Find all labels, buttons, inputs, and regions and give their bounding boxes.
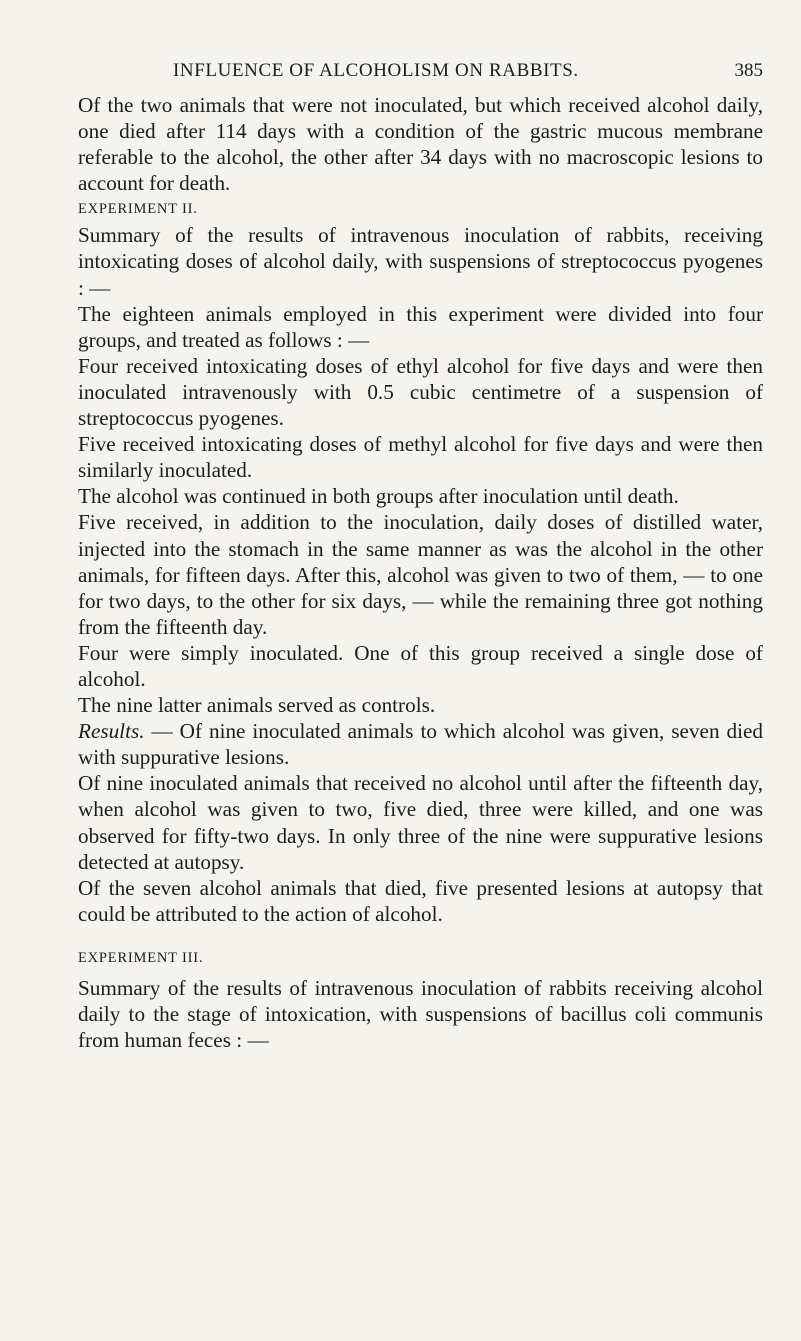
paragraph-animals-not-inoculated: Of the two animals that were not inoculated, but which received alcohol daily, one died after 114 days with a condition of the gastric mucous membrane referable to the alcohol, the other after 34 days with no macroscopic lesions to account for death. (78, 93, 763, 196)
running-head (78, 60, 763, 88)
results-text: — Of nine inoculated animals to which alcohol was given, seven died with suppurative lesions. (78, 719, 763, 770)
paragraph-alcohol-continued: The alcohol was continued in both groups after inoculation until death. (78, 484, 679, 509)
paragraph-ethyl-alcohol-group: Four received intoxicating doses of ethyl alcohol for five days and were then inoculated intravenously with 0.5 cubic centimetre of a suspension of streptococcus pyogenes. (78, 353, 763, 431)
experiment-iii-heading: EXPERIMENT III. (78, 949, 204, 966)
paragraph-alcohol-animal-lesions: Of the seven alcohol animals that died, five presented lesions at autopsy that could be attributed to the action of alcohol. (78, 875, 763, 926)
paragraph-distilled-water-group: Five received, in addition to the inoculation, daily doses of distilled water, injected into the stomach in the same manner as was the alcohol in the other animals, for fifteen days. After this, alcohol was given to two of them, — to one for two days, to the other for six days, — while the remaining three got nothing from the fifteenth day. (78, 510, 763, 639)
body-text (78, 92, 763, 1053)
paragraph-results (78, 718, 763, 770)
paragraph-control-outcomes: Of nine inoculated animals that received no alcohol until after the fifteenth day, when alcohol was given to two, five died, three were killed, and one was observed for fifty-two days. In only three of the nine were suppurative lesions detected at autopsy. (78, 771, 763, 874)
page-number: 385 (734, 60, 763, 81)
paragraph-summary-experiment-iii: Summary of the results of intravenous inoculation of rabbits receiving alcohol daily to the stage of intoxication, with suspensions of bacillus coli communis from human feces : — (78, 975, 763, 1053)
paragraph-controls: The nine latter animals served as controls. (78, 693, 436, 718)
results-label: Results. (78, 719, 145, 744)
running-title: INFLUENCE OF ALCOHOLISM ON RABBITS. (173, 60, 579, 81)
paragraph-methyl-alcohol-group: Five received intoxicating doses of methyl alcohol for five days and were then similarly inoculated. (78, 432, 763, 483)
paragraph-simply-inoculated-group: Four were simply inoculated. One of this group received a single dose of alcohol. (78, 640, 763, 691)
paragraph-eighteen-animals: The eighteen animals employed in this experiment were divided into four groups, and treated as follows : — (78, 301, 763, 352)
experiment-ii-heading: EXPERIMENT II. (78, 201, 198, 218)
paragraph-summary-experiment-ii: Summary of the results of intravenous inoculation of rabbits, receiving intoxicating doses of alcohol daily, with suspensions of streptococcus pyogenes : — (78, 223, 763, 300)
